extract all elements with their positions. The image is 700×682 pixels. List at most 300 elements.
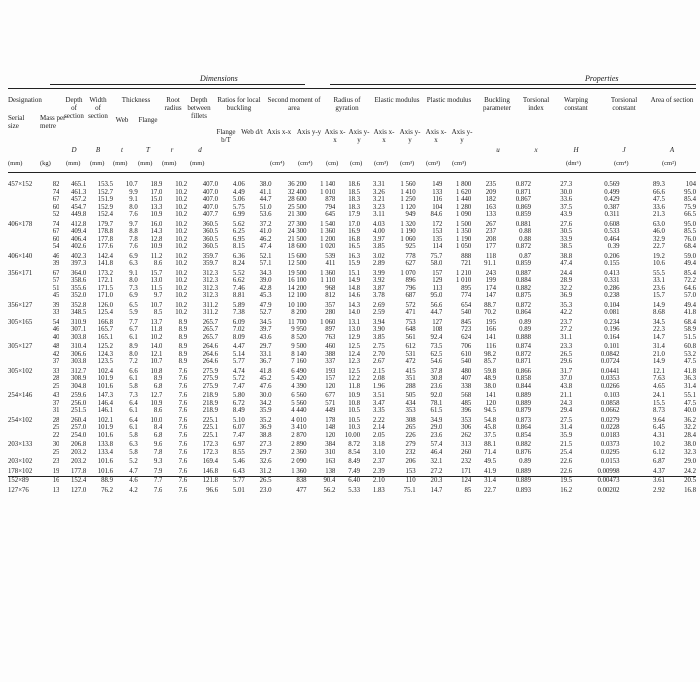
table-cell: 179.7 xyxy=(97,220,114,228)
table-cell: 1 050 xyxy=(455,243,472,250)
table-cell: 12 500 xyxy=(287,260,307,267)
table-cell: 85.4 xyxy=(684,196,696,203)
table-cell: 10.8 xyxy=(348,399,361,407)
table-cell: 19.5 xyxy=(560,477,573,484)
table-cell: 4.06 xyxy=(232,181,245,188)
table-cell: 5.52 xyxy=(232,269,245,277)
table-cell: 355.6 xyxy=(70,284,87,292)
table-cell: 8.0 xyxy=(129,277,138,284)
table-cell: 13.0 xyxy=(348,326,361,333)
table-cell: 21.5 xyxy=(560,441,573,448)
table-cell: 4.65 xyxy=(652,382,665,390)
table-cell: 257.0 xyxy=(70,424,87,431)
table-cell: 10.2 xyxy=(175,203,188,211)
table-cell: 25.4 xyxy=(560,448,573,456)
table-row xyxy=(8,277,696,285)
plastic-axis-xx: Axis x-x xyxy=(425,128,447,144)
table-cell: 133 xyxy=(485,211,496,218)
table-cell: 308.9 xyxy=(70,375,87,382)
table-cell: 25 xyxy=(52,424,60,431)
table-cell: 31 xyxy=(52,407,60,414)
table-cell: 18 600 xyxy=(287,243,307,250)
table-cell xyxy=(8,292,43,300)
table-cell: 47.5 xyxy=(684,399,696,407)
table-cell: 14.8 xyxy=(348,284,361,292)
table-cell: 12.2 xyxy=(348,375,361,382)
table-cell: 178×102 xyxy=(8,467,33,475)
table-cell: 0.081 xyxy=(604,309,620,316)
dimensions-rule xyxy=(50,84,305,85)
dimensions-group-title: Dimensions xyxy=(200,74,238,83)
table-cell: 0.89 xyxy=(519,326,531,333)
table-cell: 21.3 xyxy=(652,211,665,218)
table-cell: 310.4 xyxy=(70,343,87,350)
table-cell: 67 xyxy=(52,228,60,235)
table-cell: 149 xyxy=(432,181,443,188)
table-cell: 52.7 xyxy=(259,309,272,316)
table-cell: 35.9 xyxy=(259,407,272,414)
table-cell: 7.6 xyxy=(178,441,188,448)
table-cell: 153 xyxy=(405,467,416,475)
table-cell: 6.40 xyxy=(348,477,361,484)
table-cell xyxy=(8,334,43,342)
table-cell: 46 xyxy=(52,252,60,260)
table-cell: 359.7 xyxy=(202,252,219,260)
table-cell: 71.4 xyxy=(484,448,496,456)
table-cell: 96.6 xyxy=(206,486,219,494)
table-cell: 6.12 xyxy=(652,448,665,456)
table-cell: 0.859 xyxy=(515,260,531,267)
table-cell: 12.1 xyxy=(150,350,163,358)
table-cell: 22 xyxy=(52,431,60,439)
table-cell: 15.5 xyxy=(652,399,665,407)
symbol-A: A xyxy=(669,146,675,154)
table-cell: 0.00473 xyxy=(597,477,620,484)
table-cell: 36 200 xyxy=(287,181,307,188)
table-cell: 110 xyxy=(405,477,416,484)
table-cell xyxy=(8,407,43,415)
table-cell: 116 xyxy=(432,196,443,203)
table-cell: 8.24 xyxy=(232,260,245,267)
header-top-rule xyxy=(8,88,696,89)
table-cell: 76.2 xyxy=(101,486,114,494)
table-cell: 0.884 xyxy=(515,277,531,284)
table-cell: 74 xyxy=(52,220,60,228)
table-cell: 16.8 xyxy=(684,486,696,494)
table-cell: 0.844 xyxy=(515,382,531,390)
table-row xyxy=(8,407,696,415)
table-cell: 10.7 xyxy=(150,301,163,309)
table-cell: 2.14 xyxy=(372,424,385,431)
table-cell: 27.2 xyxy=(560,326,573,333)
table-cell: 4.00 xyxy=(372,228,385,235)
header-warping-constant: Warping constant xyxy=(564,96,588,112)
header-radius-gyration: Radius of gyration xyxy=(333,96,361,112)
table-cell: 10.2 xyxy=(175,181,188,188)
table-row xyxy=(8,285,696,293)
table-cell: 146.8 xyxy=(202,467,219,475)
table-cell xyxy=(8,449,43,457)
table-cell: 352.8 xyxy=(70,301,87,309)
table-cell: 5.33 xyxy=(348,486,361,494)
table-cell: 15.9 xyxy=(348,260,361,267)
table-cell: 60 xyxy=(52,203,60,211)
table-cell: 63.0 xyxy=(652,220,665,228)
table-cell: 8 200 xyxy=(291,309,307,316)
table-cell: 2.15 xyxy=(372,367,385,375)
table-cell: 5.72 xyxy=(232,375,245,382)
table-cell: 1 140 xyxy=(320,181,336,188)
table-cell xyxy=(8,277,43,285)
table-cell: 39 xyxy=(52,260,60,267)
table-cell: 89.3 xyxy=(652,181,665,188)
table-cell: 38.8 xyxy=(560,252,573,260)
table-cell: 1 190 xyxy=(400,228,416,235)
table-cell: 254×102 xyxy=(8,416,33,424)
table-cell: 171.0 xyxy=(97,292,114,299)
table-cell: 75.7 xyxy=(430,252,443,260)
table-cell: 153 xyxy=(432,228,443,235)
second-moment-axis-xx: Axis x-x xyxy=(266,128,292,136)
table-cell: 0.889 xyxy=(515,392,531,399)
table-cell: 31.4 xyxy=(560,424,573,431)
table-cell: 1 060 xyxy=(320,318,336,326)
table-cell: 57.0 xyxy=(684,292,696,299)
table-cell: 116 xyxy=(486,343,496,350)
table-cell: 477 xyxy=(296,486,307,494)
table-cell: 356×171 xyxy=(8,269,33,277)
table-cell: 30.0 xyxy=(259,392,272,399)
table-cell: 9.6 xyxy=(153,441,163,448)
table-cell: 6 560 xyxy=(291,392,307,399)
table-cell: 166.8 xyxy=(97,318,114,326)
table-cell: 165.1 xyxy=(97,333,114,341)
table-cell: 303.8 xyxy=(70,358,87,365)
table-cell: 9.7 xyxy=(129,220,138,228)
table-cell: 39 xyxy=(52,301,60,309)
table-cell: 148 xyxy=(325,424,336,431)
table-cell: 157 xyxy=(325,375,336,382)
table-cell: 27.3 xyxy=(259,441,272,448)
table-cell: 7.2 xyxy=(129,358,138,365)
table-cell: 2.89 xyxy=(372,260,385,267)
table-cell: 572 xyxy=(405,301,416,309)
table-cell: 0.872 xyxy=(515,350,531,358)
table-cell: 402.6 xyxy=(70,243,87,250)
table-cell: 225.1 xyxy=(202,431,219,439)
table-cell: 153.5 xyxy=(97,181,114,188)
table-cell: 193 xyxy=(325,367,336,375)
table-cell: 10.00 xyxy=(344,431,361,439)
table-cell: 37.0 xyxy=(560,375,573,382)
table-row xyxy=(8,439,696,449)
table-cell: 0.155 xyxy=(604,260,620,267)
table-cell: 118 xyxy=(486,252,496,260)
table-cell: 5 560 xyxy=(291,399,307,407)
table-cell: 102.4 xyxy=(97,367,114,375)
table-cell: 8.5 xyxy=(153,309,163,316)
table-cell: 10.2 xyxy=(175,309,188,316)
table-cell: 6.8 xyxy=(153,431,163,439)
header-second-moment: Second moment of area xyxy=(267,96,321,112)
table-cell: 753 xyxy=(405,318,416,326)
table-cell: 1 540 xyxy=(320,220,336,228)
table-cell: 55.5 xyxy=(652,269,665,277)
table-cell: 35.9 xyxy=(560,431,573,439)
table-cell: 0.87 xyxy=(519,252,531,260)
table-cell: 0.867 xyxy=(515,196,531,203)
symbol-T: T xyxy=(146,146,150,154)
table-cell: 64.6 xyxy=(684,284,696,292)
table-cell: 171.5 xyxy=(97,284,114,292)
table-cell: 32.2 xyxy=(684,424,696,431)
table-cell: 127 xyxy=(432,318,443,326)
table-cell: 6.7 xyxy=(129,326,138,333)
unit-flange: (mm) xyxy=(138,160,153,167)
table-cell: 449 xyxy=(325,407,336,414)
gyration-axis-xx: Axis x-x xyxy=(324,128,346,144)
table-cell: 57.4 xyxy=(430,441,443,448)
table-cell: 7.49 xyxy=(348,467,361,475)
table-cell: 10.7 xyxy=(125,181,138,188)
table-cell: 10.3 xyxy=(348,424,361,431)
table-cell: 101.9 xyxy=(97,375,114,382)
table-cell: 98.2 xyxy=(484,350,496,358)
table-cell: 14.7 xyxy=(430,486,443,494)
table-cell: 0.88 xyxy=(519,228,531,235)
table-cell: 0.464 xyxy=(604,235,620,243)
table-cell: 41.8 xyxy=(684,309,696,316)
table-cell: 26.5 xyxy=(560,350,573,358)
table-cell: 774 xyxy=(461,292,472,299)
table-row xyxy=(8,383,696,391)
table-cell: 4.47 xyxy=(232,343,245,350)
table-cell: 265.7 xyxy=(202,326,219,333)
table-cell: 95.0 xyxy=(684,220,696,228)
table-cell: 2.75 xyxy=(372,343,385,350)
table-cell: 1 010 xyxy=(320,188,336,196)
table-cell xyxy=(8,432,43,440)
table-cell: 360.5 xyxy=(202,243,219,250)
table-cell: 1 190 xyxy=(455,235,472,243)
table-cell: 6.62 xyxy=(232,277,245,284)
table-cell: 206 xyxy=(405,458,416,465)
table-cell: 32.1 xyxy=(430,458,443,465)
table-cell: 5.75 xyxy=(232,203,245,211)
table-cell: 1 010 xyxy=(455,277,472,284)
table-cell: 275.9 xyxy=(202,367,219,375)
table-cell: 152.4 xyxy=(70,477,87,484)
table-cell: 17.0 xyxy=(348,220,361,228)
table-cell: 407.0 xyxy=(202,188,219,196)
table-cell: 6.4 xyxy=(129,416,138,424)
table-cell: 8.9 xyxy=(178,333,188,341)
table-cell: 75.1 xyxy=(403,486,416,494)
table-cell: 4 390 xyxy=(291,382,307,390)
table-cell: 8.55 xyxy=(232,448,245,456)
table-cell: 208 xyxy=(485,235,496,243)
table-cell: 7.38 xyxy=(232,309,245,316)
table-cell: 29.0 xyxy=(430,424,443,431)
table-cell: 0.889 xyxy=(515,477,531,484)
table-cell: 22.7 xyxy=(484,486,496,494)
table-cell: 28.4 xyxy=(684,431,696,439)
table-row xyxy=(8,400,696,408)
table-cell: 10.5 xyxy=(348,416,361,424)
table-cell: 3.02 xyxy=(372,252,385,260)
table-cell: 397.3 xyxy=(70,260,87,267)
table-cell: 15.0 xyxy=(150,196,163,203)
unit-designation: (mm) xyxy=(8,160,23,167)
gyration-axis-yy: Axis y-y xyxy=(348,128,370,144)
table-cell: 16.0 xyxy=(150,220,163,228)
table-cell: 51 xyxy=(52,284,60,292)
table-cell: 1 060 xyxy=(400,235,416,243)
table-cell: 8.72 xyxy=(348,441,361,448)
table-cell xyxy=(8,400,43,408)
table-cell: 0.499 xyxy=(604,188,620,196)
table-cell: 29.6 xyxy=(560,358,573,365)
table-cell: 101.6 xyxy=(97,382,114,390)
table-cell: 35.3 xyxy=(560,301,573,309)
table-cell: 44.7 xyxy=(430,309,443,316)
table-row xyxy=(8,268,696,278)
table-cell: 146.1 xyxy=(97,407,114,414)
table-cell: 0.888 xyxy=(515,333,531,341)
table-cell: 41.0 xyxy=(259,228,272,235)
table-cell: 8.0 xyxy=(129,203,138,211)
table-cell: 10.2 xyxy=(175,269,188,277)
table-cell: 10.2 xyxy=(175,277,188,284)
table-cell: 54 xyxy=(52,318,60,326)
table-cell: 8.9 xyxy=(178,358,188,365)
table-cell: 36.3 xyxy=(684,375,696,382)
unit-plastic-xx: (cm³) xyxy=(426,160,441,167)
table-cell: 402.3 xyxy=(70,252,87,260)
table-cell: 88.7 xyxy=(484,301,496,309)
table-bottom-rule xyxy=(8,476,696,477)
table-cell: 54.8 xyxy=(484,416,496,424)
table-cell: 47.5 xyxy=(684,358,696,365)
table-cell: 612 xyxy=(405,343,416,350)
table-cell: 10.2 xyxy=(175,252,188,260)
table-cell: 32 400 xyxy=(287,188,307,196)
table-cell: 3.85 xyxy=(372,243,385,250)
table-cell: 126.0 xyxy=(97,301,114,309)
table-cell: 30.5 xyxy=(560,228,573,235)
table-cell: 218.9 xyxy=(202,392,219,399)
table-cell: 225.1 xyxy=(202,424,219,431)
table-cell: 12.7 xyxy=(150,392,163,399)
table-cell: 199 xyxy=(485,277,496,284)
table-cell: 0.0183 xyxy=(600,431,620,439)
table-cell: 6.4 xyxy=(129,399,138,407)
header-ratio-flange: Flange b/T xyxy=(216,128,236,144)
table-cell: 120 xyxy=(325,382,336,390)
table-cell: 275.9 xyxy=(202,382,219,390)
table-cell: 17.9 xyxy=(348,211,361,218)
table-cell: 0.104 xyxy=(604,301,620,309)
table-cell: 0.413 xyxy=(604,269,620,277)
table-cell: 0.0858 xyxy=(600,399,620,407)
table-cell: 91.1 xyxy=(484,260,496,267)
table-cell: 6.45 xyxy=(652,424,665,431)
header-serial-size: Serial size xyxy=(8,114,25,130)
table-row xyxy=(8,292,696,300)
table-cell: 14 200 xyxy=(287,284,307,292)
table-cell: 49.4 xyxy=(684,260,696,267)
table-cell: 531 xyxy=(405,350,416,358)
table-cell: 1 800 xyxy=(455,181,472,188)
table-cell: 312.3 xyxy=(202,269,219,277)
table-cell: 32.9 xyxy=(652,235,665,243)
table-body xyxy=(8,181,696,494)
table-cell: 34.5 xyxy=(259,318,272,326)
table-cell: 24.2 xyxy=(684,467,696,475)
table-cell: 5.2 xyxy=(129,458,138,465)
table-cell: 311.2 xyxy=(202,301,219,309)
symbol-u: u xyxy=(496,146,500,154)
table-cell: 12.1 xyxy=(652,367,665,375)
table-cell: 14.3 xyxy=(150,228,163,235)
table-cell: 303.8 xyxy=(70,333,87,341)
table-cell: 7.3 xyxy=(129,284,138,292)
header-buckling-parameter: Buckling parameter xyxy=(483,96,511,112)
table-cell: 409.4 xyxy=(70,228,87,235)
table-cell: 3.10 xyxy=(372,448,385,456)
table-cell: 2 360 xyxy=(291,448,307,456)
table-cell: 62.5 xyxy=(430,350,443,358)
table-cell: 11 700 xyxy=(288,318,307,326)
table-cell: 120 xyxy=(485,399,496,407)
table-cell: 10.2 xyxy=(652,441,665,448)
table-cell: 43.6 xyxy=(259,333,272,341)
table-cell: 434 xyxy=(405,399,416,407)
table-cell: 4.37 xyxy=(652,467,665,475)
table-cell: 8.8 xyxy=(129,228,138,235)
header-torsional-constant: Torsional constant xyxy=(610,96,638,112)
table-cell: 0.869 xyxy=(515,203,531,211)
table-cell: 124 xyxy=(461,477,472,484)
table-cell: 461.3 xyxy=(70,188,87,196)
table-cell: 259.6 xyxy=(70,392,87,399)
table-cell: 8.9 xyxy=(178,343,188,350)
table-cell: 485 xyxy=(461,399,472,407)
table-cell: 21 500 xyxy=(287,235,307,243)
table-cell: 264.6 xyxy=(202,343,219,350)
table-cell: 8.4 xyxy=(153,424,163,431)
table-cell: 24.1 xyxy=(652,392,665,399)
table-cell: 312.3 xyxy=(202,284,219,292)
table-cell: 243 xyxy=(485,269,496,277)
table-cell: 14.7 xyxy=(652,333,665,341)
table-cell: 123.5 xyxy=(97,358,114,365)
table-cell: 5.77 xyxy=(232,477,245,484)
table-cell: 3 410 xyxy=(291,424,307,431)
table-row xyxy=(8,456,696,466)
table-cell: 10.2 xyxy=(175,301,188,309)
table-cell: 5.8 xyxy=(129,382,138,390)
table-cell: 7.3 xyxy=(129,392,138,399)
table-cell: 415 xyxy=(405,367,416,375)
table-cell: 254×146 xyxy=(8,392,33,399)
table-cell: 172.3 xyxy=(202,448,219,456)
table-cell: 10.7 xyxy=(150,358,163,365)
table-cell: 46.2 xyxy=(259,235,272,243)
table-cell: 0.286 xyxy=(604,284,620,292)
table-cell: 95.0 xyxy=(684,188,696,196)
table-cell: 39.0 xyxy=(259,277,272,284)
